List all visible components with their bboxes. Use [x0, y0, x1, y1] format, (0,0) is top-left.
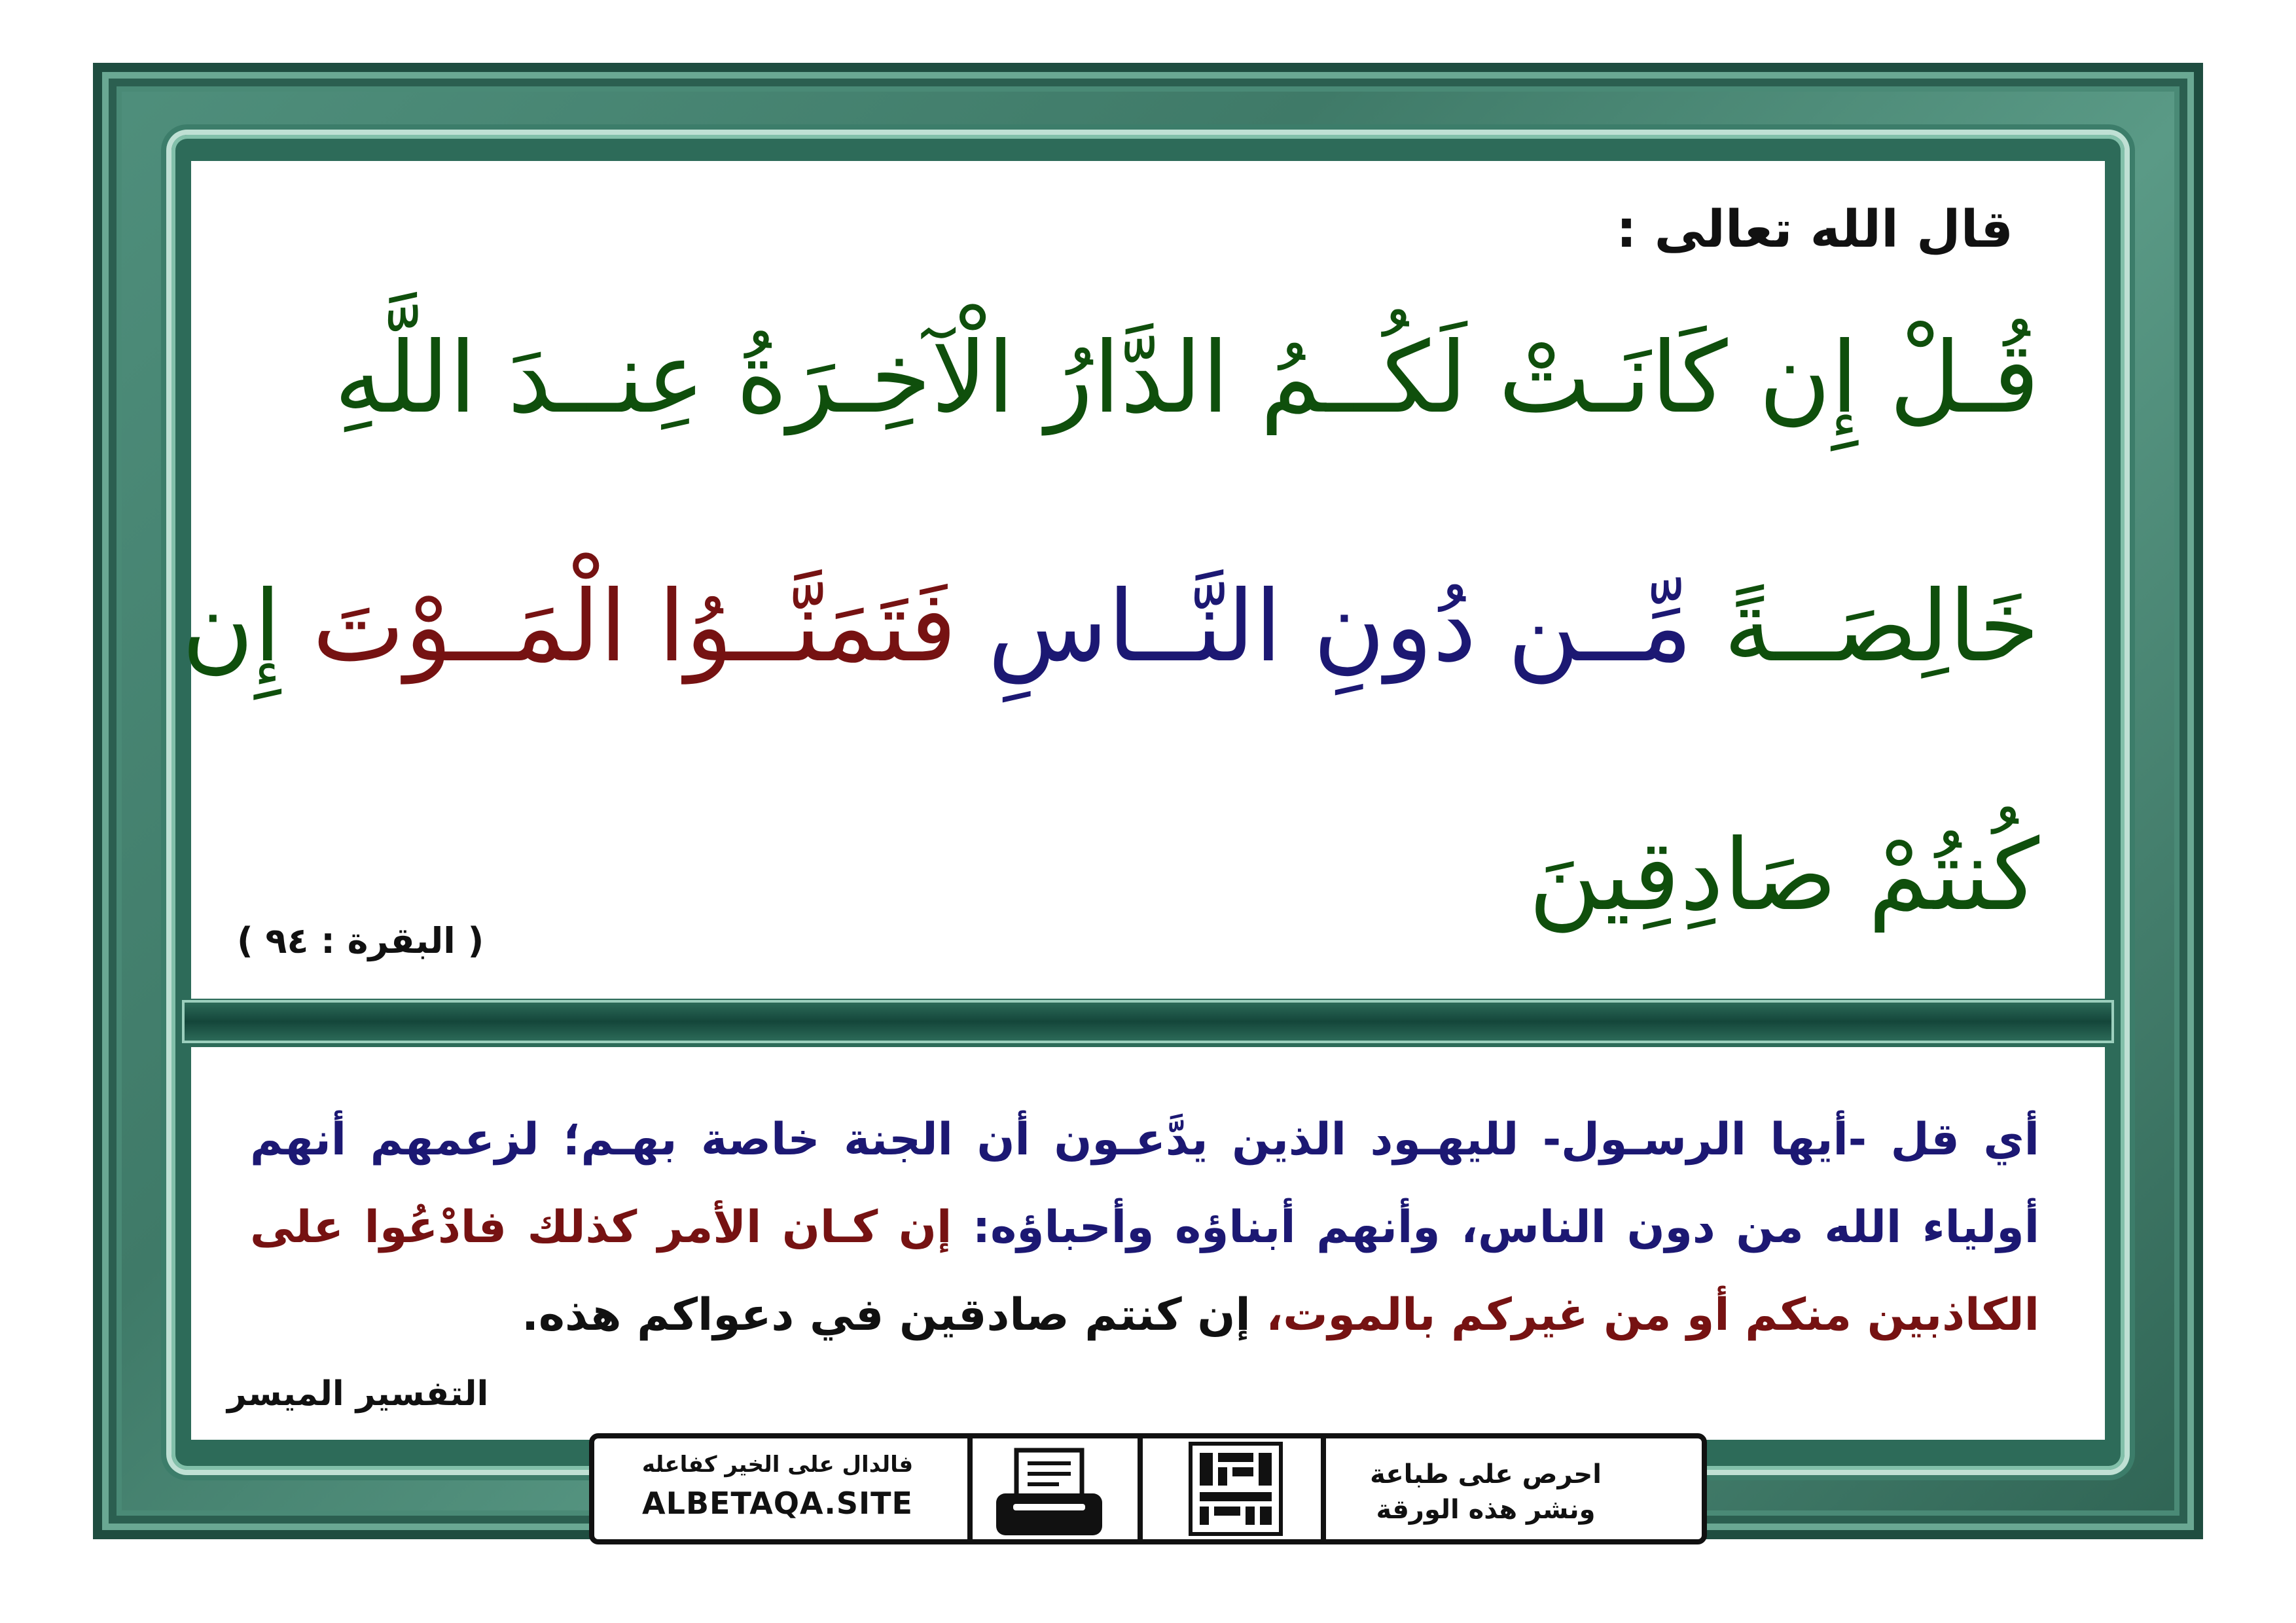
verse-line-2-navy: مِّــن دُونِ النَّــاسِ — [988, 570, 1693, 684]
verse-line-2 — [181, 570, 2039, 684]
footer-cta — [1329, 1457, 1643, 1527]
verse-reference: ( البقرة : ٩٤ ) — [237, 920, 484, 961]
verse-line-3 — [257, 819, 2039, 933]
footer-site-link[interactable]: ALBETAQA.SITE — [642, 1486, 913, 1521]
footer-cta-line-2: ونشر هذه الورقة — [1376, 1495, 1596, 1525]
footer-tagline: فالدال على الخير كفاعله — [641, 1452, 914, 1478]
tafsir-text — [250, 1096, 2039, 1359]
tafsir-panel — [191, 1047, 2105, 1440]
footer-cta-line-1: احرص على طباعة — [1370, 1459, 1602, 1489]
tafsir-segment-3: إن كنتم صادقين في دعواكم هذه. — [522, 1289, 1251, 1341]
kufic-logo-icon — [1187, 1440, 1285, 1538]
footer-site-box — [620, 1452, 935, 1530]
footer-separator — [1138, 1438, 1143, 1539]
verse-line-2-dark: خَالِصَــةً — [1723, 570, 2039, 684]
tafsir-source: التفسير الميسر — [227, 1374, 489, 1414]
verse-line-1 — [257, 321, 2039, 435]
verse-intro: قال الله تعالى : — [1616, 200, 2013, 259]
verse-line-2-green: إِن — [181, 570, 281, 684]
verse-panel — [181, 161, 2105, 999]
footer-separator — [1321, 1438, 1326, 1539]
verse-line-1-dark: عِنــدَ اللَّهِ — [334, 321, 705, 435]
tafsir-segment-1: أي قل -أيها الرسـول- لليهـود الذين يدَّعـون أن الجنة خاصة بهـم؛ لزعمهم أنهم أولياء الله من دون الناس، وأنهم أبناؤه وأحباؤه: — [250, 1114, 2039, 1253]
footer-separator — [967, 1438, 973, 1539]
calligraphy-logo — [1170, 1438, 1301, 1539]
panel-divider — [185, 1003, 2111, 1041]
tafsir-segment-2: إن كـان الأمر كذلك فادْعُوا على الكاذبين منكم أو من غيركم بالموت، — [250, 1202, 2039, 1341]
printer-icon — [994, 1448, 1105, 1539]
verse-line-3-green: كُنتُمْ صَادِقِينَ — [1528, 819, 2039, 933]
verse-line-1-green: قُـلْ إِن كَانَـتْ لَكُــمُ الدَّارُ الْآخِـرَةُ — [736, 321, 2039, 435]
footer-bar — [589, 1433, 1707, 1544]
verse-line-2-maroon: فَتَمَنَّــوُا الْمَــوْتَ — [312, 570, 957, 684]
